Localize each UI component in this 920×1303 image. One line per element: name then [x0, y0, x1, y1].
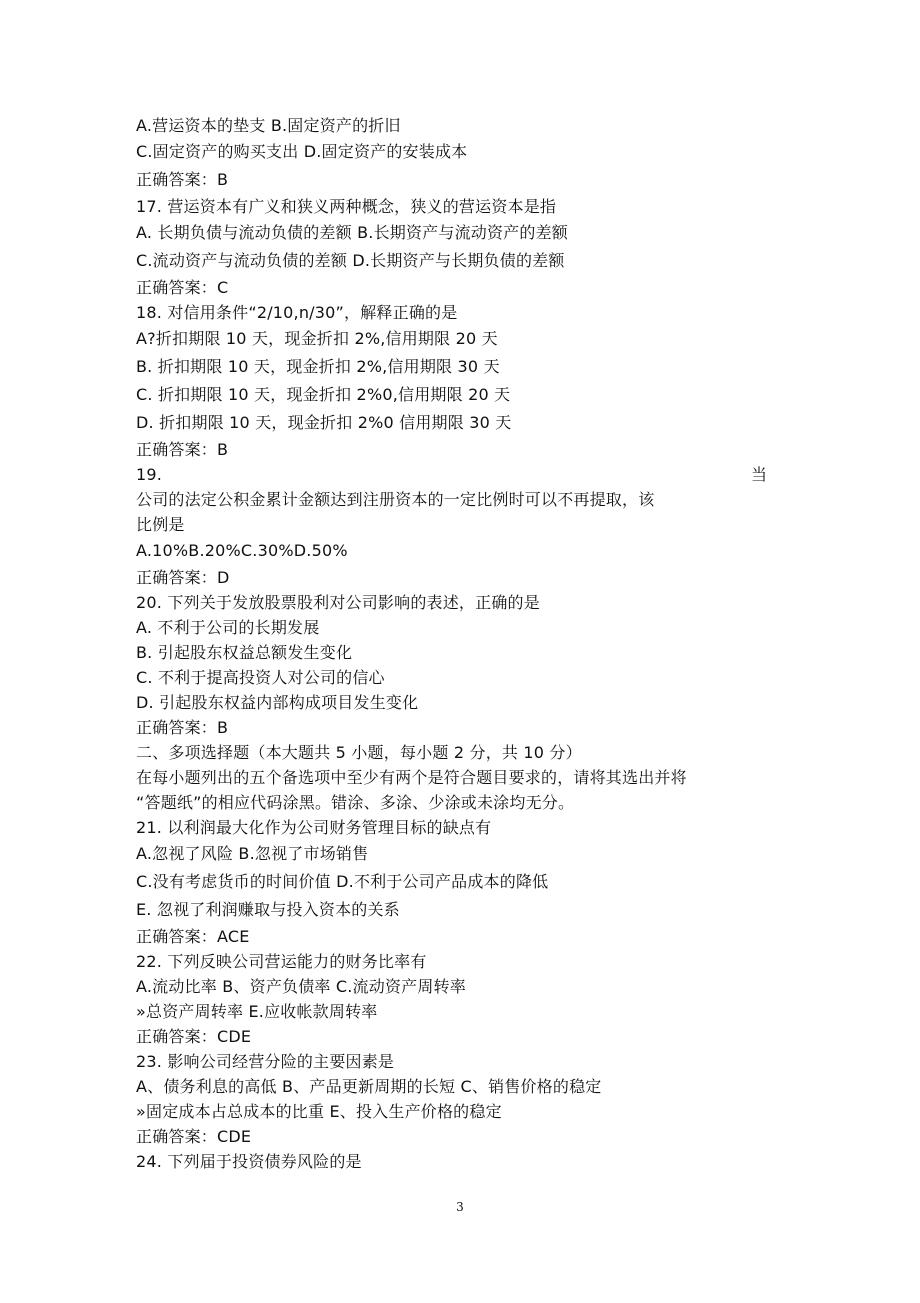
question-18: 18. 对信用条件“2/10,n/30”，解释正确的是: [136, 303, 458, 322]
text-line: A.10%B.20%C.30%D.50%: [136, 541, 348, 560]
document-body: [136, 113, 776, 1174]
question-21: 21. 以利润最大化作为公司财务管理目标的缺点有: [136, 818, 492, 837]
text-line: C.没有考虑货币的时间价值 D.不利于公司产品成本的降低: [136, 872, 549, 891]
text-line: »总资产周转率 E.应收帐款周转率: [136, 1002, 378, 1021]
text-line: A. 长期负债与流动负债的差额 B.长期资产与流动资产的差额: [136, 223, 568, 242]
answer-line: 正确答案：B: [136, 440, 229, 459]
question-17: 17. 营运资本有广义和狭义两种概念，狭义的营运资本是指: [136, 197, 557, 216]
text-line: A.营运资本的垫支 B.固定资产的折旧: [136, 116, 401, 135]
question-continuation: 当: [751, 465, 768, 484]
text-line: D. 折扣期限 10 天，现金折扣 2%0 信用期限 30 天: [136, 413, 512, 432]
answer-line: 正确答案：D: [136, 568, 230, 587]
answer-line: 正确答案：C: [136, 278, 229, 297]
page-number: 3: [456, 1200, 464, 1214]
instruction-line: 在每小题列出的五个备选项中至少有两个是符合题目要求的，请将其选出并将: [136, 768, 687, 787]
answer-line: 正确答案：ACE: [136, 927, 250, 946]
question-22: 22. 下列反映公司营运能力的财务比率有: [136, 952, 427, 971]
text-line: B. 引起股东权益总额发生变化: [136, 643, 353, 662]
answer-line: 正确答案：B: [136, 718, 229, 737]
text-line: A、债务利息的高低 B、产品更新周期的长短 C、销售价格的稳定: [136, 1077, 602, 1096]
question-number: 19.: [136, 465, 163, 484]
question-23: 23. 影响公司经营分险的主要因素是: [136, 1052, 395, 1071]
text-line: C.固定资产的购买支出 D.固定资产的安装成本: [136, 142, 468, 161]
text-line: 公司的法定公积金累计金额达到注册资本的一定比例时可以不再提取，该: [136, 490, 655, 509]
text-line: D. 引起股东权益内部构成项目发生变化: [136, 693, 419, 712]
answer-line: 正确答案：B: [136, 170, 229, 189]
text-line: C. 不利于提高投资人对公司的信心: [136, 668, 385, 687]
answer-line: 正确答案：CDE: [136, 1127, 252, 1146]
text-line: »固定成本占总成本的比重 E、投入生产价格的稳定: [136, 1102, 502, 1121]
answer-line: 正确答案：CDE: [136, 1027, 252, 1046]
text-line: C. 折扣期限 10 天，现金折扣 2%0,信用期限 20 天: [136, 385, 511, 404]
section-heading: 二、多项选择题（本大题共 5 小题，每小题 2 分，共 10 分）: [136, 743, 582, 762]
text-line: A. 不利于公司的长期发展: [136, 618, 320, 637]
text-line: A.流动比率 B、资产负债率 C.流动资产周转率: [136, 977, 466, 996]
text-line: 比例是: [136, 515, 185, 534]
text-line: B. 折扣期限 10 天，现金折扣 2%,信用期限 30 天: [136, 357, 500, 376]
question-20: 20. 下列关于发放股票股利对公司影响的表述，正确的是: [136, 593, 540, 612]
question-24: 24. 下列届于投资债券风险的是: [136, 1152, 362, 1171]
instruction-line: “答题纸”的相应代码涂黑。错涂、多涂、少涂或未涂均无分。: [136, 793, 575, 812]
question-19: [136, 462, 776, 487]
text-line: C.流动资产与流动负债的差额 D.长期资产与长期负债的差额: [136, 251, 565, 270]
text-line: A.忽视了风险 B.忽视了市场销售: [136, 844, 369, 863]
text-line: E. 忽视了利润赚取与投入资本的关系: [136, 900, 400, 919]
text-line: A?折扣期限 10 天，现金折扣 2%,信用期限 20 天: [136, 329, 498, 348]
